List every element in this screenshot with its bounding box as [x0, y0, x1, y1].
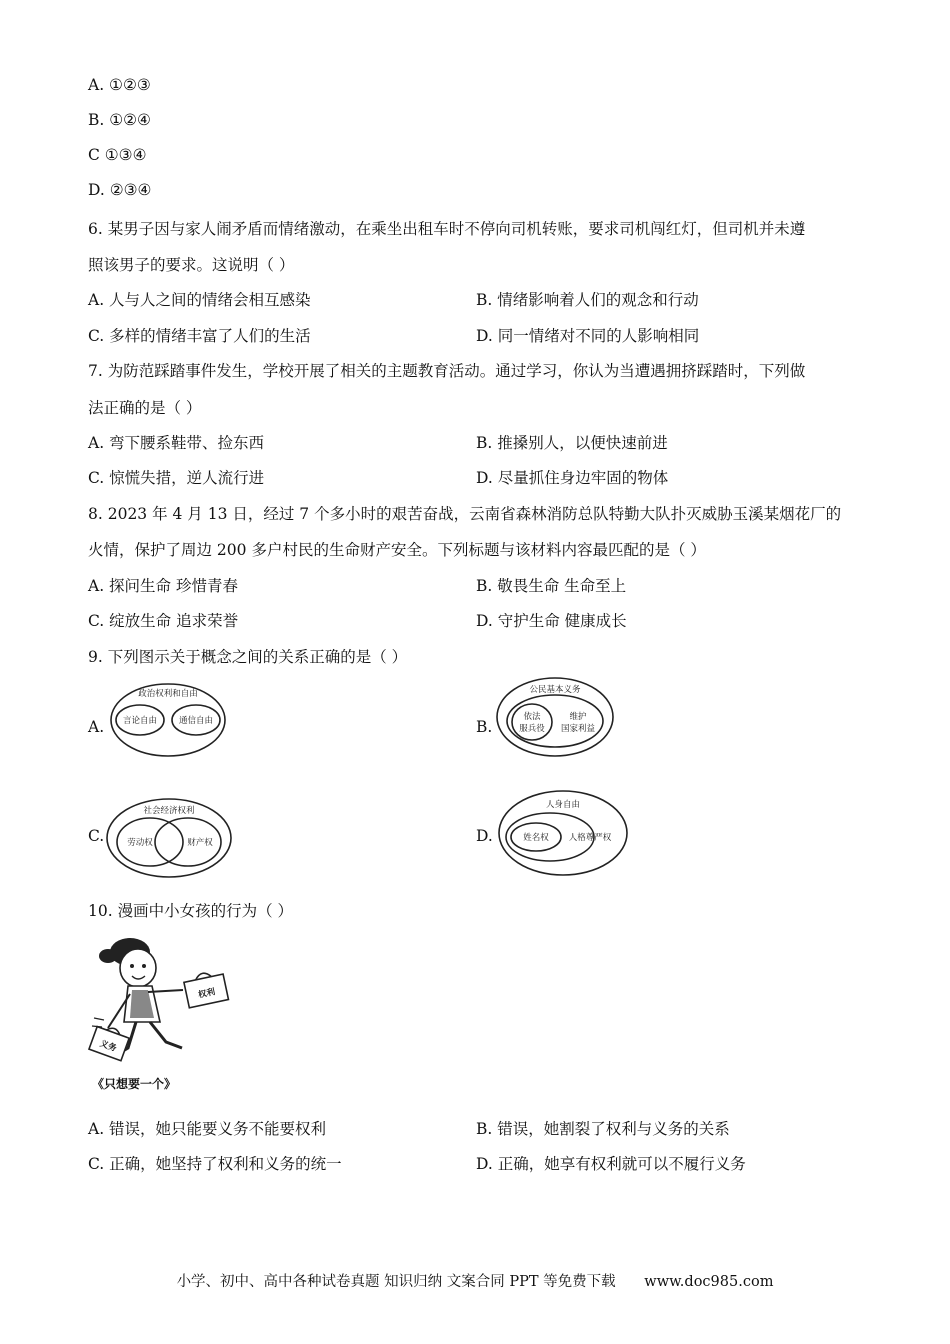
q7-stem-line2: 法正确的是（ ）	[88, 399, 202, 417]
q9-diagram-a[interactable]	[108, 680, 228, 764]
q10-option-b[interactable]: B. 错误，她割裂了权利与义务的关系	[476, 1120, 730, 1138]
q8-option-a[interactable]: A. 探问生命 珍惜青春	[88, 577, 238, 595]
q9-option-b-label[interactable]: B.	[476, 718, 493, 736]
q6-option-b[interactable]: B. 情绪影响着人们的观念和行动	[476, 291, 699, 309]
q10-stem: 10. 漫画中小女孩的行为（ ）	[88, 902, 294, 920]
q8-stem-line1: 8. 2023 年 4 月 13 日，经过 7 个多小时的艰苦奋战，云南省森林消防总队特勤大队扑灭威胁玉溪某烟花厂的	[88, 505, 842, 523]
page-footer	[0, 1270, 950, 1291]
q10-option-c[interactable]: C. 正确，她坚持了权利和义务的统一	[88, 1155, 342, 1173]
q10-cartoon	[88, 930, 238, 1074]
q8-option-c[interactable]: C. 绽放生命 追求荣誉	[88, 612, 239, 630]
option-c[interactable]: C ①③④	[88, 146, 147, 164]
diagram-d-outer-label: 人身自由	[545, 800, 581, 810]
diagram-d-middle-label: 人格尊严权	[568, 833, 612, 843]
q9-diagram-d[interactable]	[496, 787, 630, 883]
q8-option-d[interactable]: D. 守护生命 健康成长	[476, 612, 627, 630]
q7-option-d[interactable]: D. 尽量抓住身边牢固的物体	[476, 469, 669, 487]
q7-option-c[interactable]: C. 惊慌失措，逆人流行进	[88, 469, 265, 487]
q9-diagram-c[interactable]	[104, 795, 234, 885]
diagram-c-right-label: 财产权	[187, 838, 213, 848]
q6-option-c[interactable]: C. 多样的情绪丰富了人们的生活	[88, 327, 311, 345]
diagram-b-inner2-line2: 国家利益	[560, 724, 596, 734]
q6-stem-line1: 6. 某男子因与家人闹矛盾而情绪激动，在乘坐出租车时不停向司机转账，要求司机闯红灯，但司机并未遵	[88, 220, 806, 238]
q9-option-c-label[interactable]: C.	[88, 827, 105, 845]
diagram-b-outer-label: 公民基本义务	[529, 685, 581, 695]
diagram-a-left-label: 言论自由	[122, 716, 158, 726]
cartoon-girl-illustration	[88, 930, 238, 1070]
q6-stem-line2: 照该男子的要求。这说明（ ）	[88, 256, 295, 274]
q9-diagram-b[interactable]	[494, 674, 618, 764]
cartoon-caption: 《只想要一个》	[92, 1077, 177, 1091]
q8-option-b[interactable]: B. 敬畏生命 生命至上	[476, 577, 627, 595]
q10-option-d[interactable]: D. 正确，她享有权利就可以不履行义务	[476, 1155, 746, 1173]
diagram-c-outer-label: 社会经济权利	[143, 806, 195, 816]
q9-option-a-label[interactable]: A.	[88, 718, 105, 736]
diagram-a-right-label: 通信自由	[178, 716, 214, 726]
diagram-b-inner1-line2: 服兵役	[519, 724, 545, 734]
option-d[interactable]: D. ②③④	[88, 181, 152, 199]
diagram-b-inner1-line1: 依法	[523, 712, 541, 722]
q7-stem-line1: 7. 为防范踩踏事件发生，学校开展了相关的主题教育活动。通过学习，你认为当遭遇拥挤踩踏时，下列做	[88, 362, 806, 380]
option-a[interactable]: A. ①②③	[88, 76, 151, 94]
bag-right-label: 权利	[197, 987, 217, 1001]
q8-stem-line2: 火情，保护了周边 200 多户村民的生命财产安全。下列标题与该材料内容最匹配的是（ ）	[88, 541, 706, 559]
q9-stem: 9. 下列图示关于概念之间的关系正确的是（ ）	[88, 648, 408, 666]
diagram-c-left-label: 劳动权	[127, 838, 153, 848]
q6-option-d[interactable]: D. 同一情绪对不同的人影响相同	[476, 327, 700, 345]
q7-option-b[interactable]: B. 推搡别人，以便快速前进	[476, 434, 668, 452]
q9-option-d-label[interactable]: D.	[476, 827, 493, 845]
diagram-b-inner2-line1: 维护	[569, 712, 587, 722]
bag-left-label: 义务	[98, 1038, 118, 1055]
footer-text: 小学、初中、高中各种试卷真题 知识归纳 文案合同 PPT 等免费下载	[176, 1274, 616, 1290]
diagram-d-inner-label: 姓名权	[523, 833, 549, 843]
q7-option-a[interactable]: A. 弯下腰系鞋带、捡东西	[88, 434, 265, 452]
option-b[interactable]: B. ①②④	[88, 111, 151, 129]
q6-option-a[interactable]: A. 人与人之间的情绪会相互感染	[88, 291, 311, 309]
diagram-a-outer-label: 政治权利和自由	[138, 689, 198, 699]
q10-option-a[interactable]: A. 错误，她只能要义务不能要权利	[88, 1120, 327, 1138]
footer-link[interactable]: www.doc985.com	[644, 1274, 774, 1290]
